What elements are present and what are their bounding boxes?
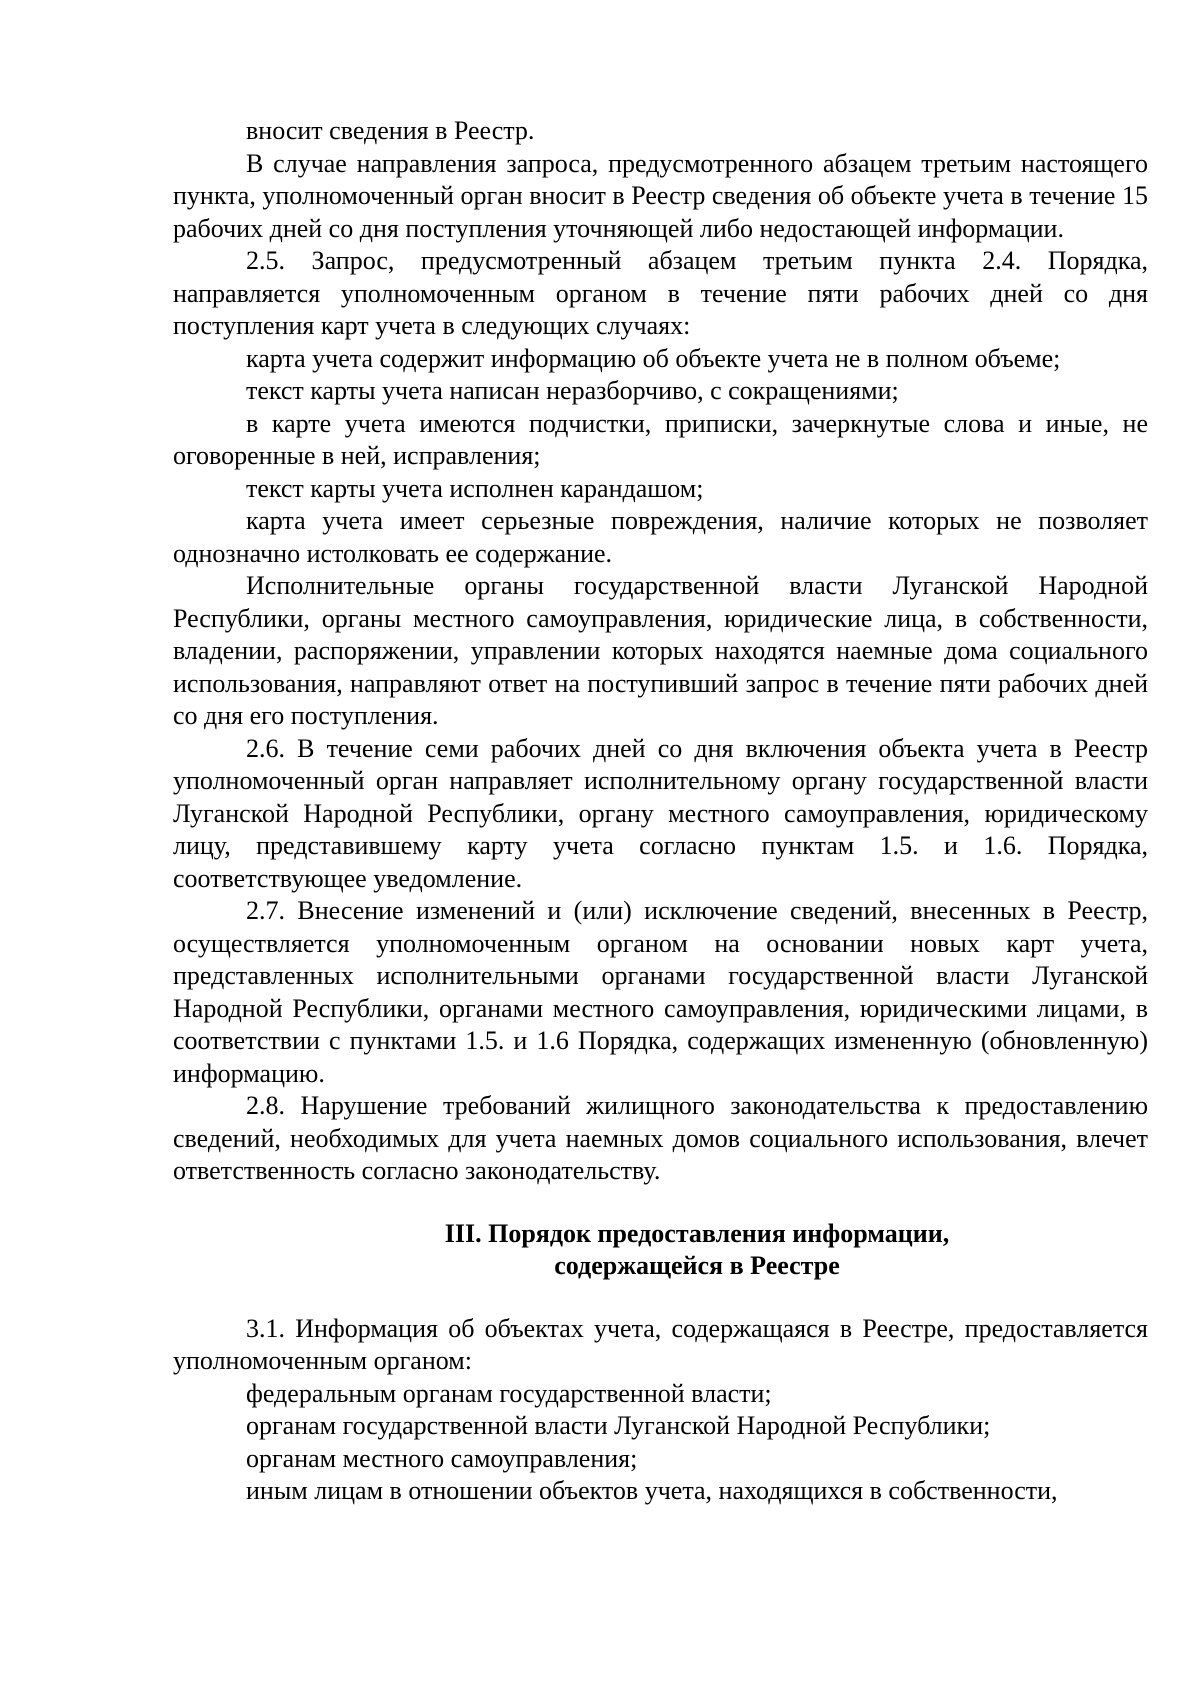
paragraph-2-8: 2.8. Нарушение требований жилищного законодательства к предоставлению сведений, необходимых для учета наемных домов социального использования, влечет ответственность согласно законодательству. [173, 1091, 1148, 1185]
list-item-illegible: текст карты учета написан неразборчиво, с сокращениями; [246, 376, 899, 405]
section-heading-line1: III. Порядок предоставления информации, [444, 1218, 950, 1248]
list-item-local-government: органам местного самоуправления; [246, 1443, 638, 1473]
list-item-corrections: в карте учета имеются подчистки, приписки, зачеркнутые слова и иные, не оговоренные в ней, исправления; [173, 408, 1148, 470]
paragraph-2-5: 2.5. Запрос, предусмотренный абзацем третьим пункта 2.4. Порядка, направляется уполномоченным органом в течение пяти рабочих дней со дня поступления карт учета в следующих случаях: [173, 246, 1148, 340]
document-page [173, 115, 1148, 1508]
list-item-other-persons: иным лицам в отношении объектов учета, находящихся в собственности, [246, 1476, 1058, 1505]
list-item-damage: карта учета имеет серьезные повреждения, наличие которых не позволяет однозначно истолковать ее содержание. [173, 506, 1148, 568]
paragraph-continuation: вносит сведения в Реестр. [246, 116, 535, 145]
paragraph-2-7: 2.7. Внесение изменений и (или) исключение сведений, внесенных в Реестр, осуществляется уполномоченным органом на основании новых карт учета, представленных исполнительными органами государственной власти Луганской Народной Республики, органами местного самоуправления, юридическими лицами, в соответствии с пунктами 1.5. и 1.6 Порядка, содержащих измененную (обновленную) информацию. [173, 896, 1148, 1088]
list-item-federal: федеральным органам государственной власти; [246, 1378, 772, 1408]
paragraph-3-1: 3.1. Информация об объектах учета, содержащаяся в Реестре, предоставляется уполномоченным органом: [173, 1313, 1148, 1375]
list-item-pencil: текст карты учета исполнен карандашом; [246, 473, 704, 503]
paragraph-request-case: В случае направления запроса, предусмотренного абзацем третьим настоящего пункта, уполномоченный орган вносит в Реестр сведения об объекте учета в течение 15 рабочих дней со дня поступления уточняющей либо недостающей информации. [173, 148, 1148, 243]
list-item-incomplete: карта учета содержит информацию об объекте учета не в полном объеме; [246, 343, 1061, 373]
paragraph-2-6: 2.6. В течение семи рабочих дней со дня включения объекта учета в Реестр уполномоченный орган направляет исполнительному органу государственной власти Луганской Народной Республики, органу местного самоуправления, юридическому лицу, представившему карту учета согласно пунктам 1.5. и 1.6. Порядка, соответствующее уведомление. [173, 733, 1148, 893]
paragraph-response-duty: Исполнительные органы государственной власти Луганской Народной Республики, органы местного самоуправления, юридические лица, в собственности, владении, распоряжении, управлении которых находятся наемные дома социального использования, направляют ответ на поступивший запрос в течение пяти рабочих дней со дня его поступления. [173, 571, 1148, 730]
section-heading-line2: содержащейся в Реестре [554, 1251, 840, 1280]
list-item-lnr-authorities: органам государственной власти Луганской Народной Республики; [246, 1411, 991, 1440]
section-heading [173, 1218, 1148, 1283]
